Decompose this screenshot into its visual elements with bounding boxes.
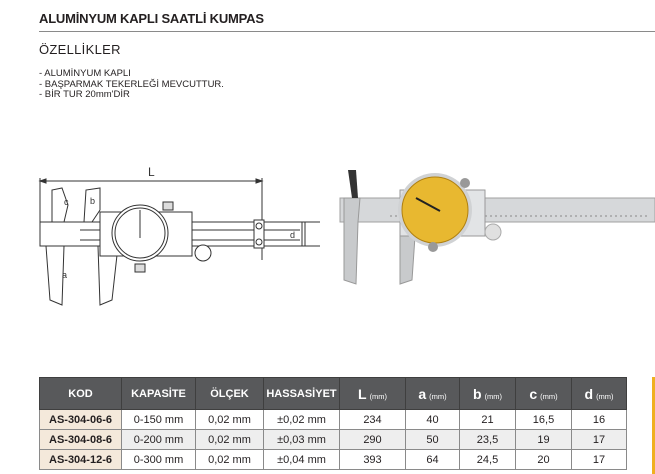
- cell-olcek: 0,02 mm: [196, 430, 264, 450]
- caliper-photo: [330, 150, 655, 290]
- cell-c: 19: [516, 430, 572, 450]
- col-header-olcek: ÖLÇEK: [196, 378, 264, 410]
- feature-item: - BİR TUR 20mm'DİR: [39, 89, 130, 100]
- cell-olcek: 0,02 mm: [196, 450, 264, 470]
- cell-olcek: 0,02 mm: [196, 410, 264, 430]
- cell-c: 20: [516, 450, 572, 470]
- cell-hassasiyet: ±0,02 mm: [264, 410, 340, 430]
- dimension-label-c: c: [64, 197, 69, 207]
- col-header-d: d (mm): [572, 378, 627, 410]
- cell-kod: AS-304-08-6: [40, 430, 122, 450]
- dimension-label-b: b: [90, 196, 96, 206]
- cell-hassasiyet: ±0,04 mm: [264, 450, 340, 470]
- cell-b: 23,5: [460, 430, 516, 450]
- cell-b: 24,5: [460, 450, 516, 470]
- col-header-a: a (mm): [406, 378, 460, 410]
- section-title: ÖZELLİKLER: [39, 42, 121, 57]
- feature-item: - ALUMİNYUM KAPLI: [39, 68, 131, 79]
- features-list: [39, 69, 224, 101]
- col-header-kod: KOD: [40, 378, 122, 410]
- cell-kapasite: 0-150 mm: [122, 410, 196, 430]
- cell-kapasite: 0-200 mm: [122, 430, 196, 450]
- cell-kod: AS-304-12-6: [40, 450, 122, 470]
- title-divider: [39, 31, 655, 32]
- spec-table: [39, 377, 627, 470]
- cell-d: 17: [572, 430, 627, 450]
- cell-L: 393: [340, 450, 406, 470]
- caliper-technical-drawing: [20, 160, 320, 310]
- table-row: [40, 430, 627, 450]
- cell-L: 290: [340, 430, 406, 450]
- cell-c: 16,5: [516, 410, 572, 430]
- feature-item: - BAŞPARMAK TEKERLEĞİ MEVCUTTUR.: [39, 78, 224, 90]
- page-title: ALUMİNYUM KAPLI SAATLİ KUMPAS: [39, 11, 264, 26]
- col-header-hassasiyet: HASSASİYET: [264, 378, 340, 410]
- dimension-label-L: L: [148, 165, 155, 179]
- cell-kod: AS-304-06-6: [40, 410, 122, 430]
- dimension-label-a: a: [62, 270, 68, 280]
- cell-hassasiyet: ±0,03 mm: [264, 430, 340, 450]
- col-header-L: L (mm): [340, 378, 406, 410]
- cell-a: 64: [406, 450, 460, 470]
- cell-L: 234: [340, 410, 406, 430]
- cell-a: 50: [406, 430, 460, 450]
- col-header-b: b (mm): [460, 378, 516, 410]
- table-header-row: [40, 378, 627, 410]
- col-header-c: c (mm): [516, 378, 572, 410]
- table-row: [40, 410, 627, 430]
- dimension-label-d: d: [290, 230, 296, 240]
- cell-d: 16: [572, 410, 627, 430]
- cell-kapasite: 0-300 mm: [122, 450, 196, 470]
- table-row: [40, 450, 627, 470]
- cell-d: 17: [572, 450, 627, 470]
- col-header-kapasite: KAPASİTE: [122, 378, 196, 410]
- cell-b: 21: [460, 410, 516, 430]
- cell-a: 40: [406, 410, 460, 430]
